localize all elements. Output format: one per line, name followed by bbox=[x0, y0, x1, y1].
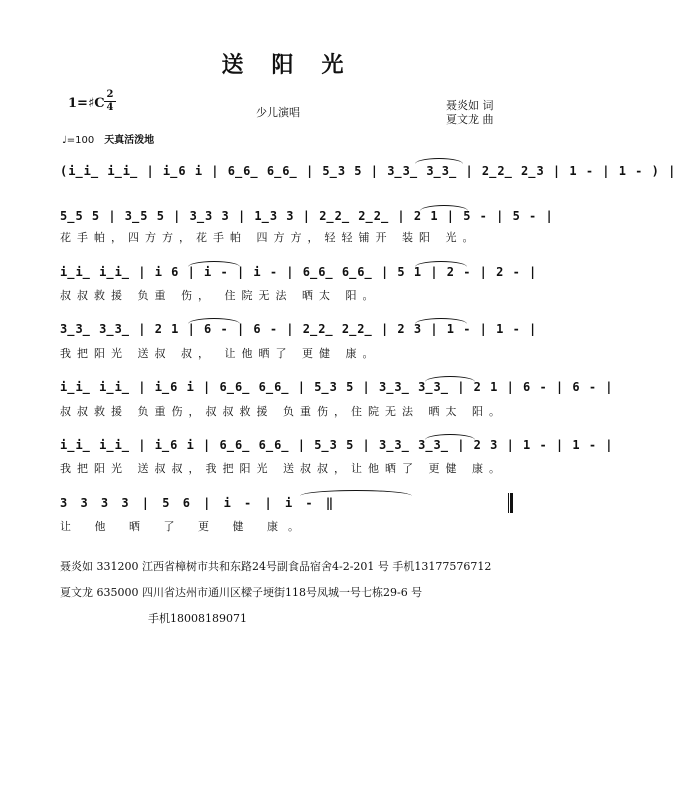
meter-bottom: 4 bbox=[106, 102, 114, 113]
tie-mark bbox=[425, 376, 475, 382]
contact-composer: 夏文龙 635000 四川省达州市通川区樑子埂街118号凤城一号七栋29-6 号 bbox=[60, 586, 423, 599]
tie-mark bbox=[188, 318, 240, 324]
contact-lyricist: 聂炎如 331200 江西省樟树市共和东路24号副食品宿舍4-2-201 号 手机13177576712 bbox=[60, 560, 492, 573]
score-line-intro: (i̲i̲ i̲i̲ | i̲6 i | 6̲6̲ 6̲6̲ | 5̲3 5 | 3̲3̲ 3̲3̲ | 2̲2̲ 2̲3 | 1 - | 1 - ) | bbox=[60, 164, 676, 178]
meter-top: 2 bbox=[106, 89, 114, 100]
song-title: 送阳光 bbox=[221, 53, 372, 78]
final-barline bbox=[508, 493, 513, 513]
lyricist-credit: 聂炎如 词 bbox=[446, 99, 494, 112]
score-line-2: i̲i̲ i̲i̲ | i 6 | i - | i - | 6̲6̲ 6̲6̲ | 5 1 | 2 - | 2 - | bbox=[60, 265, 538, 279]
lyrics-line-5: 我把阳光 送叔叔，我把阳光 送叔叔，让他晒了 更健 康。 bbox=[60, 462, 506, 475]
lyrics-line-4: 叔叔救援 负重伤，叔叔救援 负重伤，住院无法 晒太 阳。 bbox=[60, 405, 506, 418]
lyrics-line-1: 花手帕，四方方，花手帕 四方方，轻轻铺开 装阳 光。 bbox=[60, 231, 480, 244]
lyrics-line-3: 我把阳光 送叔 叔， 让他晒了 更健 康。 bbox=[60, 347, 380, 360]
tie-mark bbox=[425, 434, 475, 440]
expression-marking: 天真活泼地 bbox=[104, 135, 155, 146]
tie-mark bbox=[188, 261, 240, 267]
composer-credit: 夏文龙 曲 bbox=[446, 113, 494, 126]
performer-label: 少儿演唱 bbox=[256, 106, 300, 119]
score-line-1: 5̲5 5 | 3̲5 5 | 3̲3 3 | 1̲3 3 | 2̲2̲ 2̲2̲ | 2 1 | 5 - | 5 - | bbox=[60, 209, 554, 223]
tie-mark bbox=[415, 261, 467, 267]
score-line-3: 3̲3̲ 3̲3̲ | 2 1 | 6 - | 6 - | 2̲2̲ 2̲2̲ | 2 3 | 1 - | 1 - | bbox=[60, 322, 538, 336]
key-signature: 1=♯C bbox=[68, 96, 105, 111]
contact-phone: 手机18008189071 bbox=[148, 612, 247, 625]
tie-mark bbox=[300, 490, 412, 496]
score-line-6: 3 3 3 3 | 5 6 | i - | i - ‖ bbox=[60, 496, 337, 510]
lyrics-line-2: 叔叔救援 负重 伤， 住院无法 晒太 阳。 bbox=[60, 289, 380, 302]
score-line-4: i̲i̲ i̲i̲ | i̲6 i | 6̲6̲ 6̲6̲ | 5̲3 5 | 3̲3̲ 3̲3̲ | 2 1 | 6 - | 6 - | bbox=[60, 380, 614, 394]
lyrics-line-6: 让 他 晒 了 更 健 康。 bbox=[60, 520, 309, 533]
tempo-value: ♩=100 bbox=[62, 135, 95, 146]
tie-mark bbox=[415, 158, 463, 164]
tempo-marking bbox=[62, 131, 154, 146]
tie-mark bbox=[415, 318, 467, 324]
score-line-5: i̲i̲ i̲i̲ | i̲6 i | 6̲6̲ 6̲6̲ | 5̲3 5 | 3̲3̲ 3̲3̲ | 2 3 | 1 - | 1 - | bbox=[60, 438, 614, 452]
tie-mark bbox=[420, 205, 468, 211]
time-signature bbox=[104, 90, 116, 113]
